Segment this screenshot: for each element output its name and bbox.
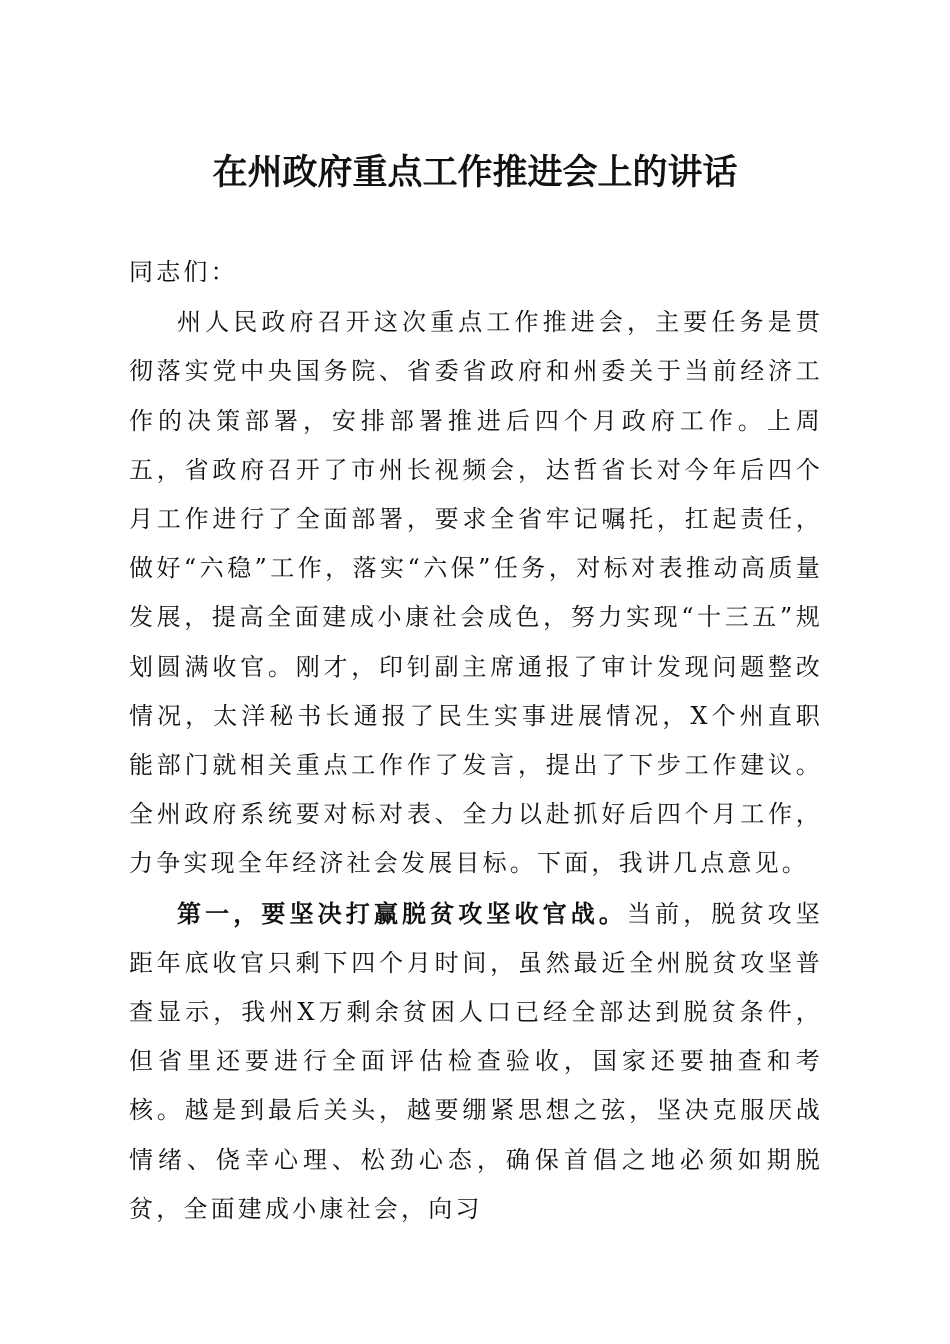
paragraph-opening xyxy=(129,297,823,888)
paragraph-text: 州人民政府召开这次重点工作推进会，主要任务是贯彻落实党中央国务院、省委省政府和州委关于当前经济工作的决策部署，安排部署推进后四个月政府工作。上周五，省政府召开了市州长视频会，达哲省长对今年后四个月工作进行了全面部署，要求全省牢记嘱托，扛起责任，做好“六稳”工作，落实“六保”任务，对标对表推动高质量发展，提高全面建成小康社会成色，努力实现“十三五”规划圆满收官。刚才，印钊副主席通报了审计发现问题整改情况，太洋秘书长通报了民生实事进展情况，X个州直职能部门就相关重点工作作了发言，提出了下步工作建议。全州政府系统要对标对表、全力以赴抓好后四个月工作，力争实现全年经济社会发展目标。下面，我讲几点意见。 xyxy=(129,308,823,878)
document-title: 在州政府重点工作推进会上的讲话 xyxy=(212,152,738,193)
document-body xyxy=(129,248,823,1234)
paragraph-first-point xyxy=(129,889,823,1234)
paragraph-lead: 第一，要坚决打赢脱贫攻坚收官战。 xyxy=(177,898,628,928)
salutation: 同志们： xyxy=(129,258,238,286)
paragraph-text: 当前，脱贫攻坚距年底收官只剩下四个月时间，虽然最近全州脱贫攻坚普查显示，我州X万剩余贫困人口已经全部达到脱贫条件，但省里还要进行全面评估检查验收，国家还要抽查和考核。越是到最后关头，越要绷紧思想之弦，坚决克服厌战情绪、侥幸心理、松劲心态，确保首倡之地必须如期脱贫，全面建成小康社会，向习 xyxy=(129,899,823,1223)
